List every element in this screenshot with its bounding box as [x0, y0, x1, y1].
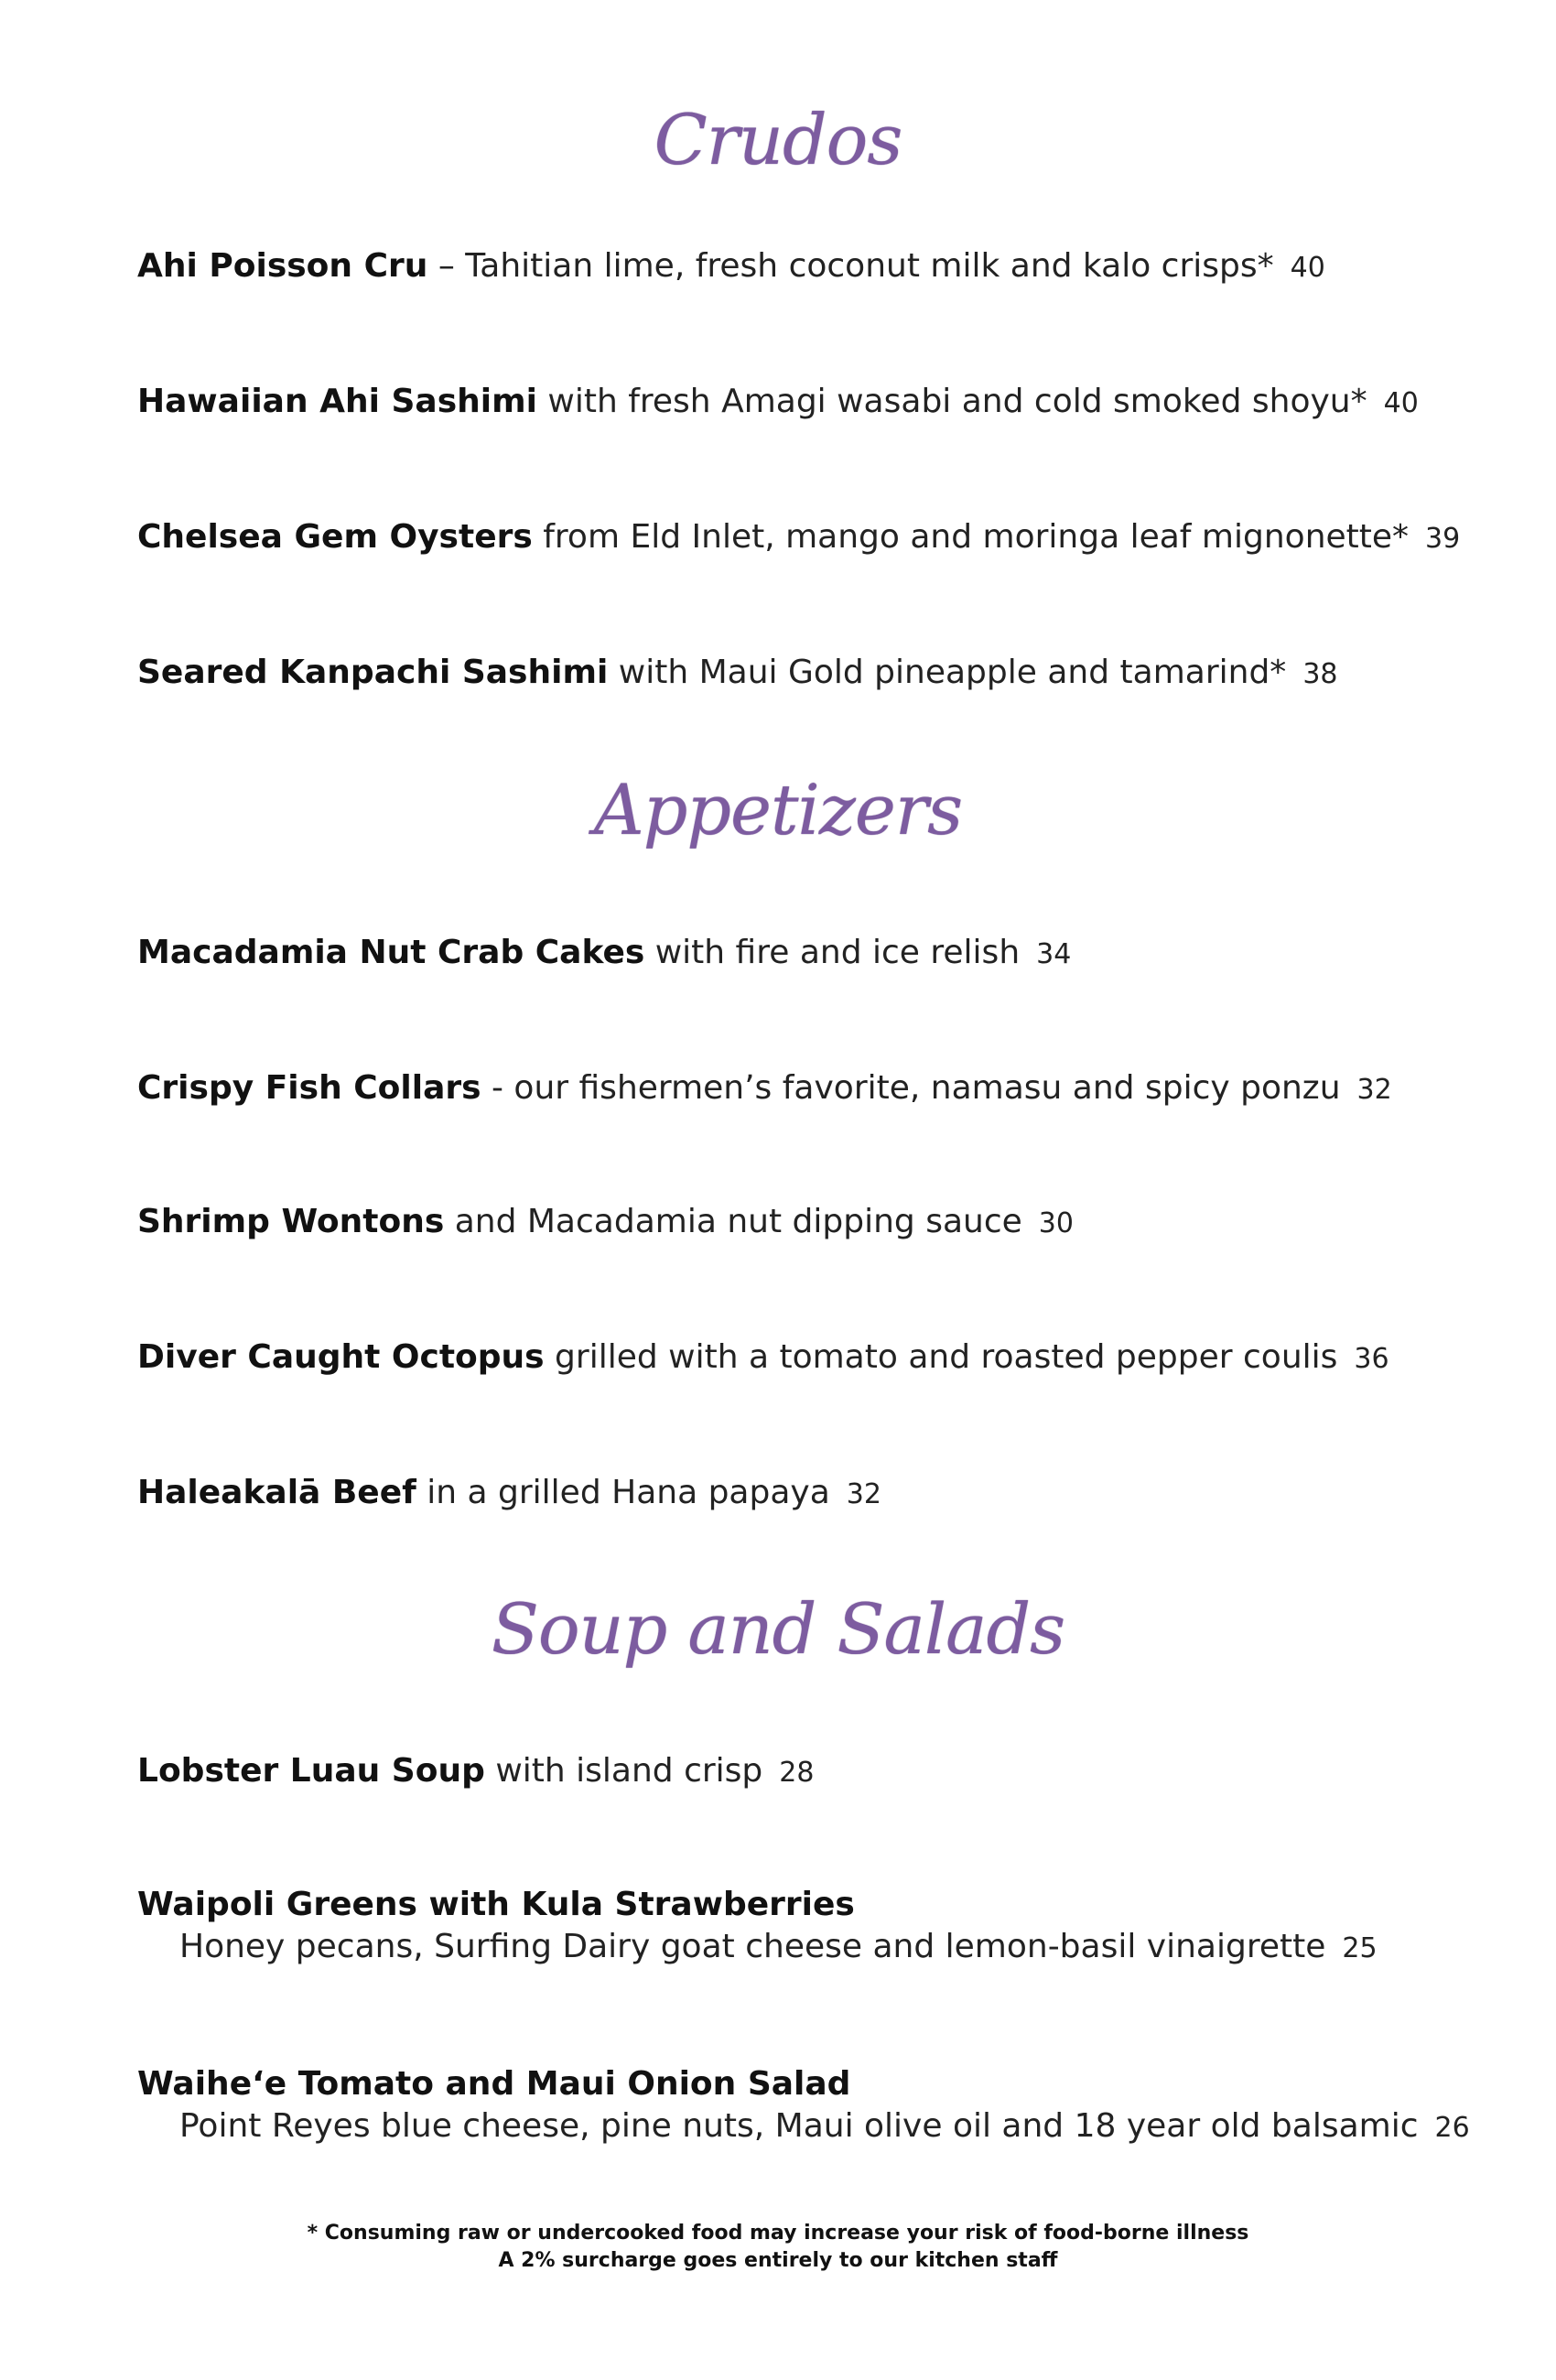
item-price: 38 — [1302, 658, 1338, 690]
item-name: Seared Kanpachi Sashimi — [137, 654, 609, 691]
item-description: Honey pecans, Surfing Dairy goat cheese and lemon-basil vinaigrette — [179, 1928, 1326, 1965]
menu-item — [137, 652, 1437, 696]
item-price: 25 — [1342, 1932, 1378, 1964]
item-description: grilled with a tomato and roasted pepper coulis — [544, 1338, 1338, 1376]
item-description: - our fishermen’s favorite, namasu and spicy ponzu — [481, 1069, 1341, 1107]
footer-notes — [0, 2220, 1556, 2275]
menu-item — [137, 2063, 1470, 2149]
menu-item — [137, 1884, 1437, 1970]
menu-item — [137, 932, 1437, 976]
item-price: 32 — [1356, 1074, 1392, 1106]
menu-item — [137, 245, 1437, 289]
menu-item — [137, 516, 1461, 560]
item-price: 40 — [1383, 387, 1419, 419]
item-subline — [137, 1926, 1437, 1970]
item-description: with Maui Gold pineapple and tamarind* — [608, 654, 1287, 691]
item-price: 28 — [779, 1757, 815, 1789]
item-name: Crispy Fish Collars — [137, 1069, 481, 1107]
item-description: in a grilled Hana papaya — [416, 1474, 830, 1511]
item-name: Hawaiian Ahi Sashimi — [137, 383, 537, 420]
item-name: Ahi Poisson Cru — [137, 247, 428, 285]
item-price: 32 — [846, 1478, 881, 1510]
menu-item — [137, 381, 1437, 425]
section-title-soup-and-salads: Soup and Salads — [491, 1588, 1065, 1670]
item-name: Chelsea Gem Oysters — [137, 518, 533, 556]
item-description: with fire and ice relish — [644, 934, 1021, 971]
item-price: 40 — [1290, 252, 1325, 284]
item-description: – Tahitian lime, fresh coconut milk and kalo crisps* — [427, 247, 1274, 285]
item-name: Haleakalā Beef — [137, 1474, 416, 1511]
item-name: Lobster Luau Soup — [137, 1752, 485, 1790]
item-price: 39 — [1425, 523, 1461, 555]
section-title-appetizers: Appetizers — [593, 769, 963, 850]
menu-item — [137, 1067, 1437, 1111]
item-price: 34 — [1036, 938, 1072, 970]
item-description: and Macadamia nut dipping sauce — [444, 1203, 1022, 1240]
menu-item — [137, 1750, 1437, 1794]
item-name: Diver Caught Octopus — [137, 1338, 545, 1376]
menu-item — [137, 1201, 1437, 1245]
item-description: with island crisp — [484, 1752, 763, 1790]
item-description: from Eld Inlet, mango and moringa leaf mignonette* — [532, 518, 1410, 556]
item-description: Point Reyes blue cheese, pine nuts, Maui olive oil and 18 year old balsamic — [179, 2107, 1419, 2145]
footer-surcharge-note: A 2% surcharge goes entirely to our kitchen staff — [498, 2249, 1058, 2272]
menu-item — [137, 1472, 1437, 1516]
item-price: 26 — [1434, 2112, 1470, 2144]
item-description: with fresh Amagi wasabi and cold smoked shoyu* — [536, 383, 1367, 420]
item-name: Macadamia Nut Crab Cakes — [137, 934, 645, 971]
item-name: Shrimp Wontons — [137, 1203, 445, 1240]
section-title-crudos: Crudos — [654, 99, 902, 180]
item-price: 36 — [1354, 1343, 1389, 1375]
item-subline — [137, 2105, 1470, 2149]
item-name: Waipoli Greens with Kula Strawberries — [137, 1886, 855, 1923]
footer-raw-food-warning: * Consuming raw or undercooked food may increase your risk of food-borne illness — [307, 2222, 1249, 2245]
menu-item — [137, 1336, 1437, 1380]
item-name: Waihe‘e Tomato and Maui Onion Salad — [137, 2065, 851, 2103]
item-price: 30 — [1038, 1207, 1074, 1239]
